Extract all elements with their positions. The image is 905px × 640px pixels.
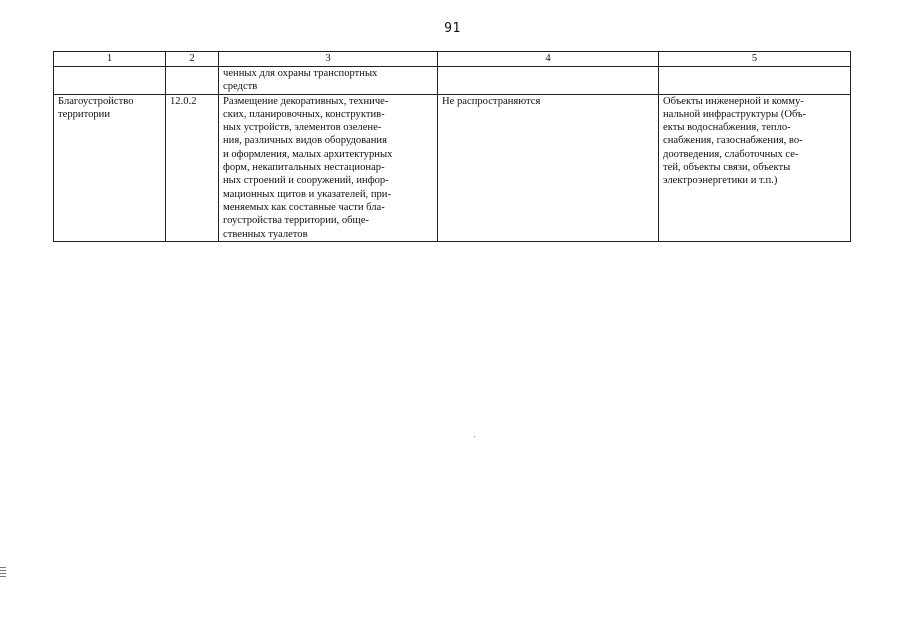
text-line: ских, планировочных, конструктив-: [223, 108, 385, 120]
document-table: [53, 51, 851, 242]
text-line: форм, некапитальных нестационар-: [223, 162, 385, 174]
text-line: меняемых как составные части бла-: [223, 201, 385, 213]
text-line: ченных для охраны транспортных: [223, 68, 378, 79]
table-row: [54, 94, 851, 241]
header-col-4: 4: [438, 52, 659, 67]
cont-cell-1: [54, 67, 166, 95]
text-line: доотведения, слаботочных се-: [663, 148, 799, 160]
cont-cell-4: [438, 67, 659, 95]
text-line: и оформления, малых архитектурных: [223, 148, 393, 160]
cont-cell-3: [219, 67, 438, 95]
text-line: ственных туалетов: [223, 228, 308, 240]
text-line: электроэнергетики и т.п.): [663, 175, 778, 187]
table-row-continuation: [54, 67, 851, 95]
scan-margin-mark: [0, 567, 6, 579]
cell-description: [219, 94, 438, 241]
page-number: 91: [444, 21, 461, 36]
cell-activity-name: [54, 94, 166, 241]
text-line: Объекты инженерной и комму-: [663, 95, 804, 107]
text-line: средств: [223, 81, 258, 93]
text-line: нальной инфраструктуры (Объ-: [663, 108, 807, 120]
table-header-row: [54, 52, 851, 67]
cell-parameters: Не распространяются: [438, 94, 659, 241]
header-col-5: 5: [659, 52, 851, 67]
text-line: Благоустройство: [58, 95, 134, 107]
text-line: екты водоснабжения, тепло-: [663, 122, 791, 134]
header-col-2: 2: [166, 52, 219, 67]
text-line: гоустройства территории, обще-: [223, 215, 369, 227]
text-line: снабжения, газоснабжения, во-: [663, 135, 803, 147]
cont-cell-2: [166, 67, 219, 95]
text-line: ных строений и сооружений, инфор-: [223, 175, 389, 187]
text-line: территории: [58, 108, 111, 120]
text-line: ных устройств, элементов озелене-: [223, 122, 382, 134]
text-line: ния, различных видов оборудования: [223, 135, 387, 147]
scan-speck: [474, 436, 475, 437]
text-line: Размещение декоративных, техниче-: [223, 95, 389, 107]
cell-objects: [659, 94, 851, 241]
header-col-1: 1: [54, 52, 166, 67]
cont-cell-5: [659, 67, 851, 95]
text-line: тей, объекты связи, объекты: [663, 162, 791, 174]
text-line: мационных щитов и указателей, при-: [223, 188, 391, 200]
header-col-3: 3: [219, 52, 438, 67]
cell-code: 12.0.2: [166, 94, 219, 241]
